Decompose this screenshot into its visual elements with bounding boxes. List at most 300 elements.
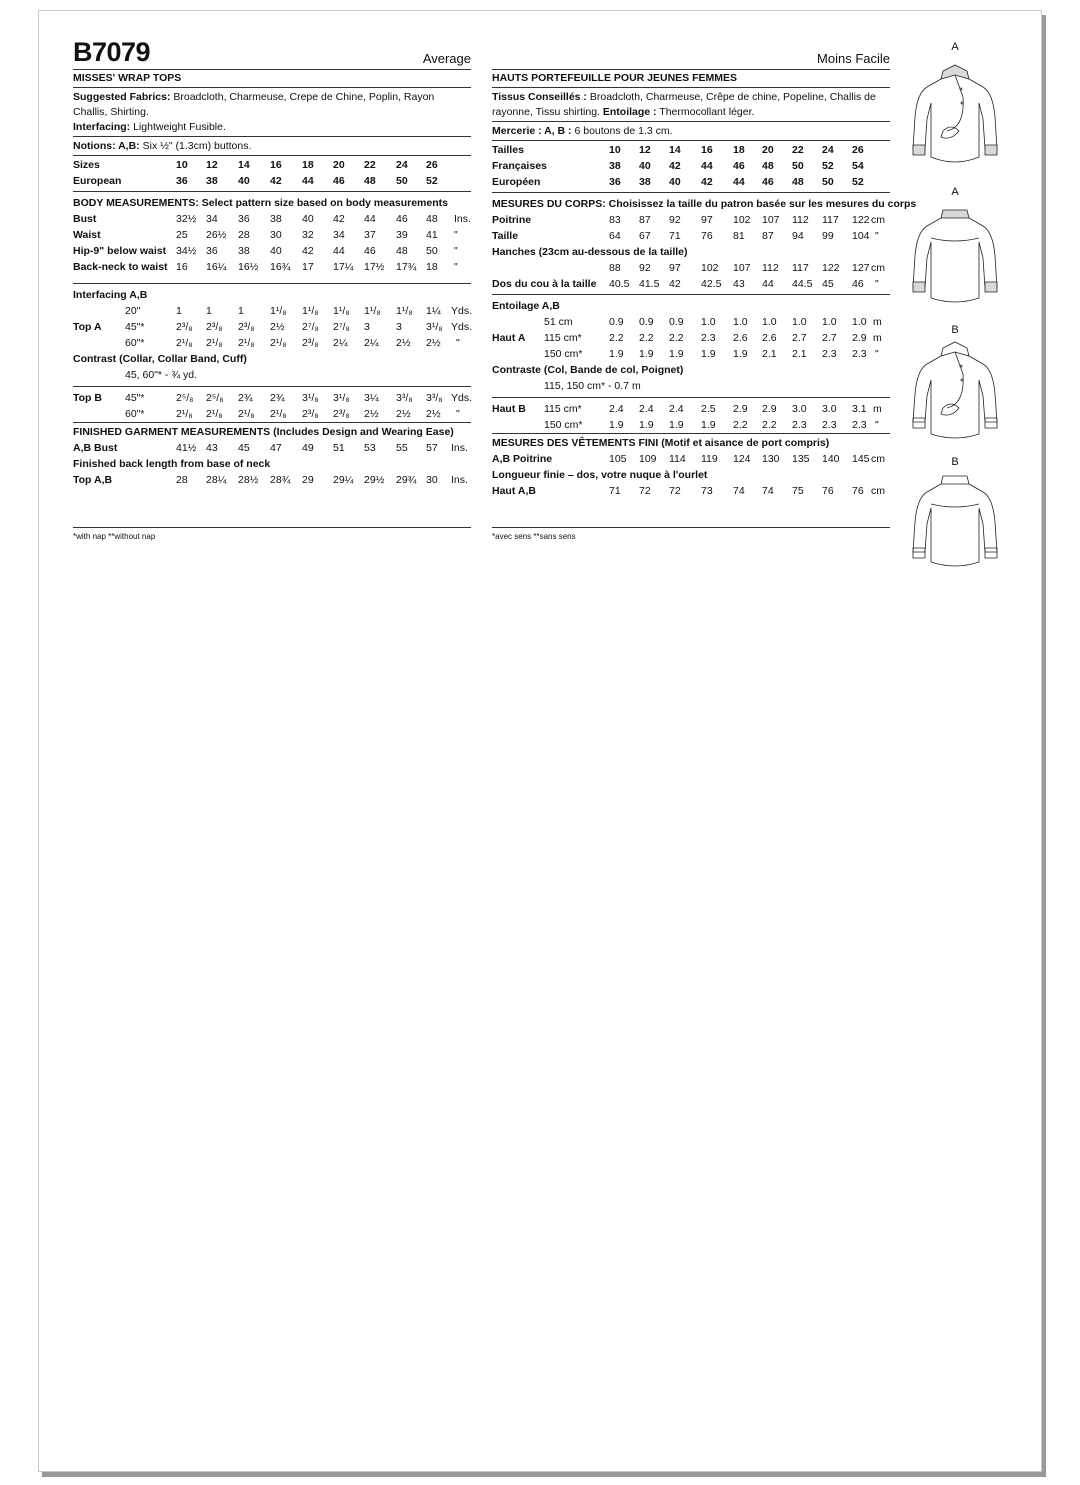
table-cell: 55 bbox=[396, 442, 408, 454]
unit-label: " bbox=[875, 348, 879, 360]
sizes-row bbox=[73, 157, 471, 173]
table-cell: 2.2 bbox=[733, 419, 748, 431]
table-cell: 22 bbox=[364, 159, 376, 171]
table-cell: 29½ bbox=[364, 474, 385, 486]
fabrics-text: Broadcloth, Charmeuse, Crepe de Chine, Poplin, Rayon Challis, Shirting. bbox=[73, 91, 435, 118]
sketch-label: A bbox=[951, 186, 959, 198]
contrast-yardage: 45, 60"* - ¾ yd. bbox=[125, 369, 198, 381]
table-cell: 2½ bbox=[270, 321, 285, 333]
table-cell: 42 bbox=[701, 176, 713, 188]
table-cell: 45 bbox=[822, 278, 834, 290]
shirt-front-icon bbox=[907, 338, 1003, 448]
table-cell: 28 bbox=[176, 474, 188, 486]
contrast-heading: Contrast (Collar, Collar Band, Cuff) bbox=[73, 353, 247, 365]
table-cell: 28 bbox=[238, 229, 250, 241]
unit-label: Yds. bbox=[451, 392, 473, 404]
french-header bbox=[492, 11, 890, 70]
table-cell: 2¹/₈ bbox=[176, 408, 193, 420]
unit-label: Ins. bbox=[454, 213, 471, 225]
table-cell: 81 bbox=[733, 230, 745, 242]
haut-b-yardage-row bbox=[492, 417, 890, 433]
table-cell: 3.0 bbox=[792, 403, 807, 415]
table-cell: 2.2 bbox=[609, 332, 624, 344]
table-cell: 67 bbox=[639, 230, 651, 242]
notions-label-fr: Mercerie : A, B : bbox=[492, 125, 572, 137]
table-cell: 2¹/₈ bbox=[270, 337, 287, 349]
fabric-width: 45"* bbox=[125, 321, 145, 333]
table-cell: 1.0 bbox=[701, 316, 716, 328]
table-cell: 41 bbox=[426, 229, 438, 241]
table-cell: 25 bbox=[176, 229, 188, 241]
size-table-fr bbox=[492, 141, 890, 193]
table-cell: 112 bbox=[762, 262, 779, 274]
table-cell: 16½ bbox=[238, 261, 259, 273]
fabrics-text-fr: Broadcloth, Charmeuse, Crêpe de chine, Popeline, Challis de rayonne, Tissu shirting. bbox=[492, 91, 876, 118]
unit-label: " bbox=[454, 245, 458, 257]
table-cell: 51 bbox=[333, 442, 345, 454]
table-cell: 38 bbox=[270, 213, 282, 225]
table-cell: 43 bbox=[206, 442, 218, 454]
table-cell: 2¼ bbox=[364, 337, 379, 349]
table-cell: 10 bbox=[609, 144, 621, 156]
table-cell: 1¹/₈ bbox=[333, 305, 350, 317]
notions-text: Six ½" (1.3cm) buttons. bbox=[139, 140, 252, 152]
table-cell: 16¼ bbox=[206, 261, 227, 273]
contrast-yardage-fr: 115, 150 cm* - 0.7 m bbox=[544, 380, 641, 392]
table-cell: 2.7 bbox=[792, 332, 807, 344]
table-cell: 41½ bbox=[176, 442, 197, 454]
table-cell: 29 bbox=[302, 474, 314, 486]
table-cell: 45 bbox=[238, 442, 250, 454]
table-cell: 48 bbox=[396, 245, 408, 257]
table-cell: 41.5 bbox=[639, 278, 660, 290]
fabric-width: 60"* bbox=[125, 337, 145, 349]
table-cell: 2.4 bbox=[609, 403, 624, 415]
sizes-row bbox=[492, 142, 890, 158]
table-cell: 3 bbox=[364, 321, 370, 333]
unit-label: cm bbox=[871, 453, 885, 465]
table-cell: 97 bbox=[669, 262, 681, 274]
back-length-row bbox=[492, 483, 890, 499]
pattern-title: MISSES' WRAP TOPS bbox=[73, 70, 471, 88]
fabric-suggestions bbox=[73, 88, 471, 137]
table-cell: 3 bbox=[396, 321, 402, 333]
unit-label: " bbox=[454, 229, 458, 241]
top-a-yardage-row bbox=[73, 335, 471, 351]
table-cell: 14 bbox=[238, 159, 250, 171]
body-measurement-row bbox=[73, 227, 471, 243]
notions bbox=[73, 137, 471, 156]
table-cell: 2⁷/₈ bbox=[333, 321, 350, 333]
row-label: Top A,B bbox=[73, 474, 113, 486]
top-b-yardage-row bbox=[73, 390, 471, 406]
unit-label: m bbox=[873, 332, 882, 344]
table-cell: 40.5 bbox=[609, 278, 630, 290]
interfacing-row bbox=[73, 303, 471, 319]
row-label: Back-neck to waist bbox=[73, 261, 168, 273]
table-cell: 40 bbox=[669, 176, 681, 188]
body-measurements bbox=[73, 192, 471, 275]
table-cell: 44 bbox=[762, 278, 774, 290]
table-cell: 114 bbox=[669, 453, 686, 465]
interfacing-label-fr: Entoilage : bbox=[599, 106, 657, 118]
table-cell: 107 bbox=[762, 214, 780, 226]
table-cell: 2.5 bbox=[701, 403, 716, 415]
finished-bust-row bbox=[492, 451, 890, 467]
table-cell: 44 bbox=[333, 245, 345, 257]
french-column bbox=[492, 11, 917, 499]
table-cell: 2⁷/₈ bbox=[302, 321, 319, 333]
table-cell: 38 bbox=[206, 175, 218, 187]
row-label: A,B Poitrine bbox=[492, 453, 553, 465]
yardage-section bbox=[73, 284, 471, 383]
table-cell: 0.9 bbox=[609, 316, 624, 328]
table-cell: 124 bbox=[733, 453, 751, 465]
row-label: Tailles bbox=[492, 144, 524, 156]
table-cell: 1 bbox=[206, 305, 212, 317]
table-cell: 40 bbox=[270, 245, 282, 257]
body-measurements-fr bbox=[492, 193, 917, 292]
table-cell: 48 bbox=[426, 213, 438, 225]
table-cell: 42.5 bbox=[701, 278, 722, 290]
table-cell: 40 bbox=[238, 175, 250, 187]
table-cell: 64 bbox=[609, 230, 621, 242]
table-cell: 2³/₈ bbox=[302, 408, 319, 420]
table-cell: 2.1 bbox=[762, 348, 777, 360]
finished-heading: FINISHED GARMENT MEASUREMENTS (Includes Design and Wearing Ease) bbox=[73, 426, 454, 438]
table-cell: 40 bbox=[302, 213, 314, 225]
table-cell: 54 bbox=[852, 160, 864, 172]
table-cell: 145 bbox=[852, 453, 870, 465]
hip-heading-fr: Hanches (23cm au-dessous de la taille) bbox=[492, 246, 688, 258]
table-cell: 2¹/₈ bbox=[270, 408, 287, 420]
table-cell: 102 bbox=[701, 262, 719, 274]
row-label: A,B Bust bbox=[73, 442, 118, 454]
table-cell: 2¼ bbox=[333, 337, 348, 349]
interfacing-row bbox=[492, 314, 890, 330]
table-cell: 1¼ bbox=[426, 305, 441, 317]
table-cell: 2½ bbox=[364, 408, 379, 420]
table-cell: 30 bbox=[426, 474, 438, 486]
row-label: Poitrine bbox=[492, 214, 532, 226]
table-cell: 39 bbox=[396, 229, 408, 241]
table-cell: 48 bbox=[762, 160, 774, 172]
table-cell: 2¾ bbox=[270, 392, 285, 404]
table-cell: 104 bbox=[852, 230, 870, 242]
table-cell: 94 bbox=[792, 230, 804, 242]
pattern-code: B7079 bbox=[73, 37, 151, 67]
row-label: 51 cm bbox=[544, 316, 573, 328]
table-cell: 92 bbox=[669, 214, 681, 226]
fabric-width: 115 cm* bbox=[544, 403, 582, 415]
row-label: Haut A bbox=[492, 332, 526, 344]
table-cell: 2.2 bbox=[669, 332, 684, 344]
table-cell: 2.3 bbox=[852, 419, 867, 431]
table-cell: 26½ bbox=[206, 229, 227, 241]
table-cell: 29¼ bbox=[333, 474, 354, 486]
table-cell: 28¾ bbox=[270, 474, 291, 486]
unit-label: cm bbox=[871, 214, 885, 226]
table-cell: 17¼ bbox=[333, 261, 354, 273]
table-cell: 30 bbox=[270, 229, 282, 241]
table-cell: 52 bbox=[822, 160, 834, 172]
unit-label: " bbox=[454, 261, 458, 273]
table-cell: 74 bbox=[762, 485, 774, 497]
table-cell: 1.9 bbox=[609, 348, 624, 360]
table-cell: 3³/₈ bbox=[396, 392, 413, 404]
table-cell: 38 bbox=[639, 176, 651, 188]
back-length-heading: Finished back length from base of neck bbox=[73, 458, 271, 470]
interfacing-label: Interfacing: bbox=[73, 121, 131, 133]
table-cell: 18 bbox=[302, 159, 314, 171]
difficulty-level: Average bbox=[422, 51, 471, 66]
contrast-heading-fr: Contraste (Col, Bande de col, Poignet) bbox=[492, 364, 684, 376]
table-cell: 2.3 bbox=[822, 348, 837, 360]
table-cell: 1¹/₈ bbox=[302, 305, 319, 317]
table-cell: 34½ bbox=[176, 245, 197, 257]
table-cell: 1.9 bbox=[669, 348, 684, 360]
unit-label: cm bbox=[871, 262, 885, 274]
european-sizes-row bbox=[73, 173, 471, 189]
table-cell: 1.9 bbox=[639, 419, 654, 431]
table-cell: 14 bbox=[669, 144, 681, 156]
haut-a-yardage-row bbox=[492, 346, 890, 362]
body-measurement-row bbox=[73, 259, 471, 275]
table-cell: 0.9 bbox=[669, 316, 684, 328]
english-header bbox=[73, 11, 471, 70]
table-cell: 38 bbox=[238, 245, 250, 257]
table-cell: 130 bbox=[762, 453, 780, 465]
table-cell: 43 bbox=[733, 278, 745, 290]
table-cell: 44.5 bbox=[792, 278, 813, 290]
table-cell: 83 bbox=[609, 214, 621, 226]
table-cell: 112 bbox=[792, 214, 809, 226]
table-cell: 1.0 bbox=[762, 316, 777, 328]
table-cell: 48 bbox=[364, 175, 376, 187]
haut-a-yardage-row bbox=[492, 330, 890, 346]
table-cell: 44 bbox=[302, 175, 314, 187]
table-cell: 117 bbox=[792, 262, 809, 274]
body-measurement-row bbox=[492, 212, 890, 228]
pattern-title-fr: HAUTS PORTEFEUILLE POUR JEUNES FEMMES bbox=[492, 70, 890, 88]
table-cell: 87 bbox=[762, 230, 774, 242]
table-cell: 1.9 bbox=[669, 419, 684, 431]
table-cell: 24 bbox=[396, 159, 408, 171]
table-cell: 76 bbox=[822, 485, 834, 497]
table-cell: 1.0 bbox=[733, 316, 748, 328]
table-cell: 2½ bbox=[396, 408, 411, 420]
top-a-yardage-row bbox=[73, 319, 471, 335]
english-column bbox=[73, 11, 471, 488]
table-cell: 3¹/₈ bbox=[426, 321, 443, 333]
unit-label: Ins. bbox=[451, 442, 468, 454]
table-cell: 48 bbox=[792, 176, 804, 188]
table-cell: 1¹/₈ bbox=[396, 305, 413, 317]
table-cell: 109 bbox=[639, 453, 657, 465]
table-cell: 2³/₈ bbox=[302, 337, 319, 349]
body-measurement-row bbox=[73, 243, 471, 259]
row-label: Waist bbox=[73, 229, 101, 241]
table-cell: 50 bbox=[396, 175, 408, 187]
table-cell: 29¾ bbox=[396, 474, 417, 486]
table-cell: 2.2 bbox=[639, 332, 654, 344]
row-label: 20" bbox=[125, 305, 141, 317]
table-cell: 2.2 bbox=[762, 419, 777, 431]
body-measurements-heading-fr: MESURES DU CORPS: Choisissez la taille du patron basée sur les mesures du corps bbox=[492, 198, 917, 210]
table-cell: 46 bbox=[762, 176, 774, 188]
back-length-row bbox=[73, 472, 471, 488]
table-cell: 2.6 bbox=[733, 332, 748, 344]
table-cell: 34 bbox=[206, 213, 218, 225]
interfacing-heading: Interfacing A,B bbox=[73, 289, 148, 301]
table-cell: 34 bbox=[333, 229, 345, 241]
table-cell: 2.3 bbox=[852, 348, 867, 360]
table-cell: 122 bbox=[852, 214, 870, 226]
finished-measurements-fr bbox=[492, 434, 890, 499]
footnote-fr: *avec sens **sans sens bbox=[492, 527, 890, 541]
table-cell: 2.6 bbox=[762, 332, 777, 344]
table-cell: 73 bbox=[701, 485, 713, 497]
table-cell: 17½ bbox=[364, 261, 385, 273]
table-cell: 20 bbox=[762, 144, 774, 156]
table-cell: 1¹/₈ bbox=[270, 305, 287, 317]
body-measurement-row bbox=[73, 211, 471, 227]
row-label: Françaises bbox=[492, 160, 547, 172]
table-cell: 28¼ bbox=[206, 474, 227, 486]
size-table bbox=[73, 156, 471, 192]
table-cell: 12 bbox=[206, 159, 218, 171]
table-cell: 1.0 bbox=[822, 316, 837, 328]
table-cell: 2.9 bbox=[852, 332, 867, 344]
unit-label: m bbox=[873, 403, 882, 415]
table-cell: 2³/₈ bbox=[206, 321, 223, 333]
unit-label: Yds. bbox=[451, 305, 473, 317]
row-label: Bust bbox=[73, 213, 97, 225]
table-cell: 28½ bbox=[238, 474, 259, 486]
row-label: Européen bbox=[492, 176, 541, 188]
row-label: Sizes bbox=[73, 159, 100, 171]
finished-bust-row bbox=[73, 440, 471, 456]
table-cell: 46 bbox=[396, 213, 408, 225]
table-cell: 76 bbox=[852, 485, 864, 497]
table-cell: 50 bbox=[792, 160, 804, 172]
table-cell: 1.0 bbox=[852, 316, 867, 328]
table-cell: 2⁵/₈ bbox=[206, 392, 224, 404]
table-cell: 119 bbox=[701, 453, 718, 465]
fabric-width: 115 cm* bbox=[544, 332, 582, 344]
table-cell: 16 bbox=[701, 144, 713, 156]
table-cell: 3¹/₈ bbox=[333, 392, 350, 404]
table-cell: 32 bbox=[302, 229, 314, 241]
table-cell: 36 bbox=[206, 245, 218, 257]
table-cell: 3¹/₈ bbox=[302, 392, 319, 404]
sketch-label: B bbox=[951, 456, 959, 468]
table-cell: 50 bbox=[822, 176, 834, 188]
table-cell: 17 bbox=[302, 261, 314, 273]
notions-fr bbox=[492, 122, 890, 141]
table-cell: 2⁵/₈ bbox=[176, 392, 194, 404]
unit-label: " bbox=[456, 337, 460, 349]
fabric-suggestions-fr bbox=[492, 88, 890, 122]
table-cell: 72 bbox=[639, 485, 651, 497]
shirt-front-icon bbox=[907, 57, 1003, 182]
table-cell: 40 bbox=[639, 160, 651, 172]
table-cell: 44 bbox=[701, 160, 713, 172]
body-measurement-row bbox=[492, 228, 890, 244]
table-cell: 22 bbox=[792, 144, 804, 156]
table-cell: 49 bbox=[302, 442, 314, 454]
table-cell: 42 bbox=[302, 245, 314, 257]
french-sizes-row bbox=[492, 158, 890, 174]
table-cell: 46 bbox=[364, 245, 376, 257]
fabric-width: 60"* bbox=[125, 408, 145, 420]
table-cell: 2½ bbox=[396, 337, 411, 349]
table-cell: 72 bbox=[669, 485, 681, 497]
yardage-section-fr bbox=[492, 295, 890, 394]
table-cell: 105 bbox=[609, 453, 627, 465]
body-measurements-heading: BODY MEASUREMENTS: Select pattern size based on body measurements bbox=[73, 197, 448, 209]
table-cell: 2.3 bbox=[792, 419, 807, 431]
table-cell: 122 bbox=[822, 262, 840, 274]
table-cell: 2.9 bbox=[733, 403, 748, 415]
table-cell: 17¾ bbox=[396, 261, 417, 273]
table-cell: 99 bbox=[822, 230, 834, 242]
table-cell: 38 bbox=[609, 160, 621, 172]
table-cell: 1.9 bbox=[639, 348, 654, 360]
top-b-yardage-row bbox=[73, 406, 471, 422]
table-cell: 3¼ bbox=[364, 392, 379, 404]
table-cell: 2.3 bbox=[701, 332, 716, 344]
table-cell: 75 bbox=[792, 485, 804, 497]
finished-heading-fr: MESURES DES VÊTEMENTS FINI (Motif et aisance de port compris) bbox=[492, 437, 830, 449]
row-label: Haut A,B bbox=[492, 485, 536, 497]
table-cell: 92 bbox=[639, 262, 651, 274]
table-cell: 0.9 bbox=[639, 316, 654, 328]
table-cell: 42 bbox=[669, 160, 681, 172]
table-cell: 16 bbox=[176, 261, 188, 273]
interfacing-text-fr: Thermocollant léger. bbox=[656, 106, 755, 118]
table-cell: 36 bbox=[238, 213, 250, 225]
back-length-heading-fr: Longueur finie – dos, votre nuque à l'ourlet bbox=[492, 469, 708, 481]
unit-label: Ins. bbox=[451, 474, 468, 486]
table-cell: 46 bbox=[852, 278, 864, 290]
table-cell: 57 bbox=[426, 442, 438, 454]
unit-label: " bbox=[456, 408, 460, 420]
footnote: *with nap **without nap bbox=[73, 527, 471, 541]
unit-label: m bbox=[873, 316, 882, 328]
table-cell: 42 bbox=[669, 278, 681, 290]
back-measurement-row bbox=[492, 276, 890, 292]
table-cell: 16¾ bbox=[270, 261, 291, 273]
table-cell: 140 bbox=[822, 453, 840, 465]
table-cell: 52 bbox=[852, 176, 864, 188]
unit-label: cm bbox=[871, 485, 885, 497]
table-cell: 12 bbox=[639, 144, 651, 156]
difficulty-level-fr: Moins Facile bbox=[817, 51, 890, 66]
table-cell: 42 bbox=[333, 213, 345, 225]
table-cell: 127 bbox=[852, 262, 870, 274]
table-cell: 135 bbox=[792, 453, 810, 465]
row-label: Top B bbox=[73, 392, 102, 404]
shirt-back-icon bbox=[907, 200, 1003, 315]
fabric-width: 150 cm* bbox=[544, 419, 583, 431]
table-cell: 18 bbox=[733, 144, 745, 156]
table-cell: 2.4 bbox=[639, 403, 654, 415]
table-cell: 20 bbox=[333, 159, 345, 171]
table-cell: 71 bbox=[609, 485, 621, 497]
table-cell: 2¹/₈ bbox=[176, 337, 193, 349]
table-cell: 42 bbox=[270, 175, 282, 187]
